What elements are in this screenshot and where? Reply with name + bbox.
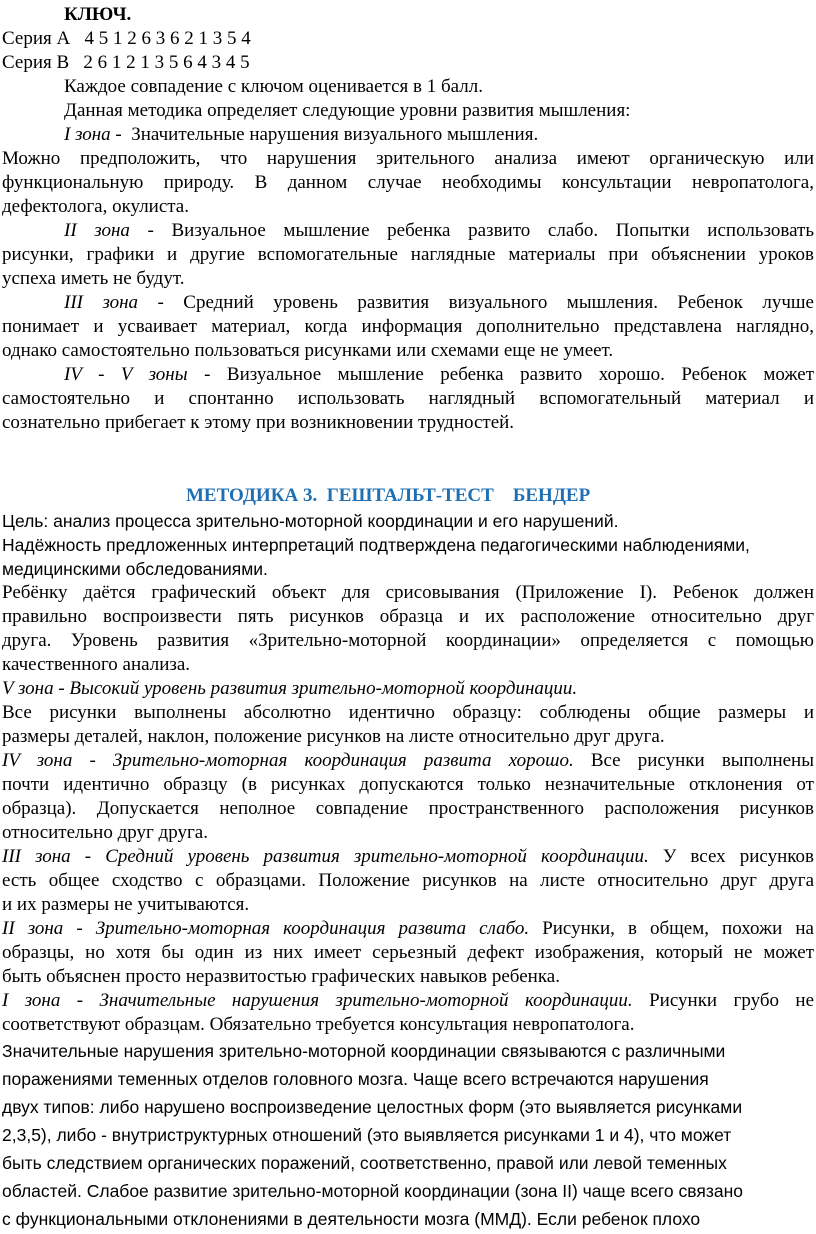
score-note: Каждое совпадение с ключом оценивается в 1 балл.: [64, 76, 483, 97]
zone3-line: понимает и усваивает материал, когда информация дополнительно представлена наглядно,: [2, 316, 814, 337]
conclusion-line: быть следствием органических поражений, соответственно, правой или левой теменных: [2, 1153, 727, 1173]
conclusion-line: двух типов: либо нарушено воспроизведение целостных форм (это выявляется рисунками: [2, 1097, 743, 1117]
iv-zone-line: относительно друг друга.: [2, 822, 208, 843]
conclusion-line: 2,3,5), либо - внутриструктурных отношений (это выявляется рисунками 1 и 4), что может: [2, 1125, 732, 1145]
reliability-line: медицинскими обследованиями.: [2, 559, 268, 579]
reliability-line: Надёжность предложенных интерпретаций подтверждена педагогическими наблюдениями,: [2, 535, 750, 555]
zone3-line: однако самостоятельно пользоваться рисунками или схемами еще не умеет.: [2, 340, 614, 361]
series-a: Серия А 4 5 1 2 6 3 6 2 1 3 5 4: [2, 28, 251, 49]
v-zone-line: Все рисунки выполнены абсолютно идентично образцу: соблюдены общие размеры и: [2, 702, 814, 723]
v-zone-line: размеры деталей, наклон, положение рисунков на листе относительно друг друга.: [2, 726, 665, 747]
zone3-first-line: III зона - Средний уровень развития визуального мышления. Ребенок лучше: [64, 292, 814, 313]
zone45-first-line: IV - V зоны - Визуальное мышление ребенка развито хорошо. Ребенок может: [64, 364, 814, 385]
procedure-line: правильно воспроизвести пять рисунков образца и их расположение относительно друг: [2, 606, 814, 627]
iii-zone-line: есть общее сходство с образцами. Положение рисунков на листе относительно друг друга: [2, 870, 814, 891]
zone1-first-line: I зона - Значительные нарушения визуального мышления.: [64, 124, 539, 145]
zone1-line: Можно предположить, что нарушения зрительного анализа имеют органическую или: [2, 148, 814, 169]
procedure-line: Ребёнку даётся графический объект для срисовывания (Приложение I). Ребенок должен: [2, 582, 814, 603]
ii-zone-first-line: II зона - Зрительно-моторная координация развита слабо. Рисунки, в общем, похожи на: [2, 918, 814, 939]
zone2-line: рисунки, графики и другие вспомогательные наглядные материалы при объяснении уроков: [2, 244, 814, 265]
iv-zone-first-line: IV зона - Зрительно-моторная координация развита хорошо. Все рисунки выполнены: [2, 750, 814, 771]
procedure-line: друга. Уровень развития «Зрительно-моторной координации» определяется с помощью: [2, 630, 814, 651]
zone1-line: функциональную природу. В данном случае необходимы консультации невропатолога,: [2, 172, 814, 193]
iii-zone-line: и их размеры не учитываются.: [2, 894, 250, 915]
section-heading: МЕТОДИКА 3. ГЕШТАЛЬТ-ТЕСТ БЕНДЕР: [186, 485, 591, 506]
zone45-line: самостоятельно и спонтанно использовать наглядный вспомогательный материал и: [2, 388, 814, 409]
conclusion-line: поражениями теменных отделов головного мозга. Чаще всего встречаются нарушения: [2, 1069, 709, 1089]
zone2-first-line: II зона - Визуальное мышление ребенка развито слабо. Попытки использовать: [64, 220, 814, 241]
key-title: КЛЮЧ.: [64, 4, 132, 25]
procedure-line: качественного анализа.: [2, 654, 191, 675]
goal-line: Цель: анализ процесса зрительно-моторной координации и его нарушений.: [2, 511, 619, 531]
i-zone-line: соответствуют образцам. Обязательно требуется консультация невропатолога.: [2, 1014, 635, 1035]
ii-zone-line: быть объяснен просто неразвитостью графических навыков ребенка.: [2, 966, 560, 987]
zone2-line: успеха иметь не будут.: [2, 268, 185, 289]
levels-intro: Данная методика определяет следующие уровни развития мышления:: [64, 100, 631, 121]
i-zone-first-line: I зона - Значительные нарушения зрительно-моторной координации. Рисунки грубо не: [2, 990, 814, 1011]
v-zone-title: V зона - Высокий уровень развития зрительно-моторной координации.: [2, 678, 578, 699]
series-b: Серия В 2 6 1 2 1 3 5 6 4 3 4 5: [2, 52, 250, 73]
iv-zone-line: почти идентично образцу (в рисунках допускаются только незначительные отклонения от: [2, 774, 814, 795]
conclusion-line: областей. Слабое развитие зрительно-моторной координации (зона II) чаще всего связано: [2, 1181, 743, 1201]
iii-zone-first-line: III зона - Средний уровень развития зрительно-моторной координации. У всех рисунков: [2, 846, 814, 867]
iv-zone-line: образца). Допускается неполное совпадение пространственного расположения рисунков: [2, 798, 814, 819]
zone1-line: дефектолога, окулиста.: [2, 196, 189, 217]
conclusion-line: с функциональными отклонениями в деятельности мозга (ММД). Если ребенок плохо: [2, 1209, 701, 1229]
conclusion-line: Значительные нарушения зрительно-моторной координации связываются с различными: [2, 1041, 726, 1061]
ii-zone-line: образцы, но хотя бы один из них имеет серьезный дефект изображения, который не может: [2, 942, 814, 963]
zone45-line: сознательно прибегает к этому при возникновении трудностей.: [2, 412, 515, 433]
